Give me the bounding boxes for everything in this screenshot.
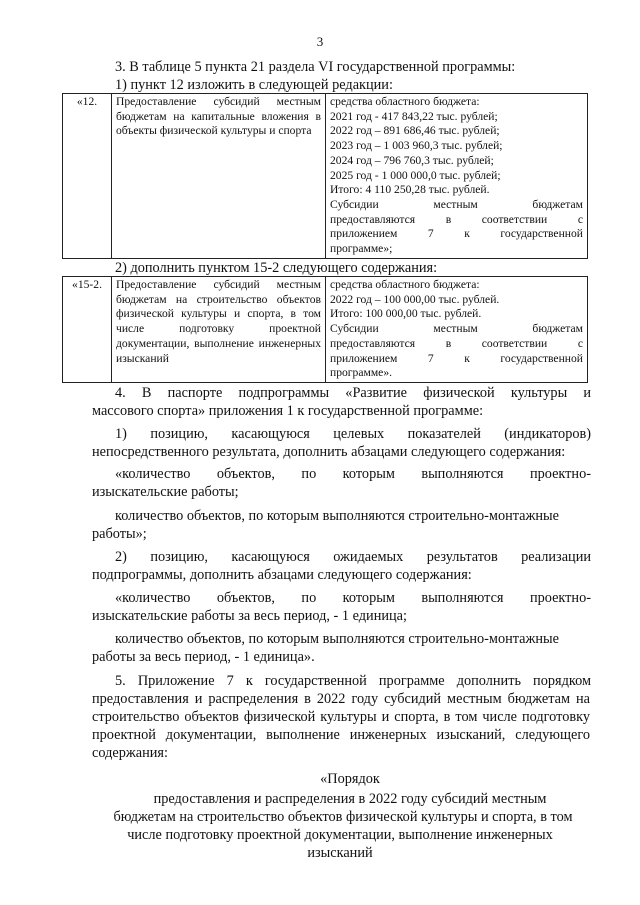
note-line: приложением 7 к государственной xyxy=(330,351,583,365)
para-4-line-1: 4. В паспорте подпрограммы «Развитие физической культуры и xyxy=(115,385,591,401)
pos-2-quote-2: количество объектов, по которым выполняются строительно-монтажные xyxy=(115,631,559,647)
pos-2-quote-1: «количество объектов, по которым выполняются проектно- xyxy=(115,590,591,606)
funding-line: 2021 год - 417 843,22 тыс. рублей; xyxy=(330,109,498,123)
para-5-line-5: содержания: xyxy=(92,745,168,761)
order-subtitle-line: числе подготовку проектной документации, выполнение инженерных xyxy=(127,827,553,843)
funding-line: 2024 год – 796 760,3 тыс. рублей; xyxy=(330,153,494,167)
order-title: «Порядок xyxy=(320,771,380,787)
table-row xyxy=(63,94,588,259)
pos-1-quote-1-end: изыскательские работы; xyxy=(92,484,239,500)
funding-line: средства областного бюджета: xyxy=(330,95,480,108)
note-line: Субсидии местным бюджетам xyxy=(330,197,583,211)
item-number: «15-2. xyxy=(63,277,112,383)
para-5-line-3: строительство объектов физической культуры и спорта, в том числе подготовку xyxy=(92,709,590,725)
table-item-12 xyxy=(62,93,588,259)
item-2-heading: 2) дополнить пунктом 15-2 следующего содержания: xyxy=(115,260,438,276)
pos-1-quote-2-end: работы»; xyxy=(92,526,147,542)
funding-line: 2022 год – 100 000,00 тыс. рублей. xyxy=(330,292,500,306)
item-funding xyxy=(326,277,588,383)
order-subtitle-line: предоставления и распределения в 2022 году субсидий местным xyxy=(153,791,547,807)
item-description: Предоставление субсидий местным бюджетам на капитальные вложения в объекты физической культуры и спорта xyxy=(112,94,326,259)
note-line: программе»; xyxy=(330,242,393,256)
note-line: приложением 7 к государственной xyxy=(330,227,583,241)
para-5-line-2: предоставления и распределения в 2022 году субсидий местным бюджетам на xyxy=(92,691,590,707)
note-line: программе». xyxy=(330,366,393,380)
pos-1-quote-2: количество объектов, по которым выполняются строительно-монтажные xyxy=(115,508,559,524)
para-5-line-4: проектной документации, выполнение инженерных изысканий, следующего xyxy=(92,727,590,743)
para-5-line-1: 5. Приложение 7 к государственной программе дополнить порядком xyxy=(115,673,591,689)
note-line: предоставляются в соответствии с xyxy=(330,212,583,226)
funding-total: Итого: 100 000,00 тыс. рублей. xyxy=(330,307,482,321)
pos-2-quote-1-end: изыскательские работы за весь период, - 1 единица; xyxy=(92,608,407,624)
table-item-15-2 xyxy=(62,276,588,383)
page-number: 3 xyxy=(316,34,324,49)
pos-2-quote-2-end: работы за весь период, - 1 единица». xyxy=(92,649,315,665)
section-3-heading: 3. В таблице 5 пункта 21 раздела VI государственной программы: xyxy=(115,59,516,75)
funding-line: 2022 год – 891 686,46 тыс. рублей; xyxy=(330,124,500,138)
funding-line: 2023 год – 1 003 960,3 тыс. рублей; xyxy=(330,139,503,153)
item-number: «12. xyxy=(63,94,112,259)
funding-total: Итого: 4 110 250,28 тыс. рублей. xyxy=(330,183,490,197)
pos-2-line-1: 2) позицию, касающуюся ожидаемых результатов реализации xyxy=(115,549,591,565)
para-4-line-2: массового спорта» приложения 1 к государственной программе: xyxy=(92,403,484,419)
item-1-heading: 1) пункт 12 изложить в следующей редакции: xyxy=(115,77,393,93)
pos-1-quote-1: «количество объектов, по которым выполняются проектно- xyxy=(115,466,591,482)
item-funding xyxy=(326,94,588,259)
order-subtitle-line: бюджетам на строительство объектов физической культуры и спорта, в том xyxy=(113,809,573,825)
pos-1-line-1: 1) позицию, касающуюся целевых показателей (индикаторов) xyxy=(115,426,591,442)
order-subtitle-line: изысканий xyxy=(307,845,373,861)
pos-1-line-2: непосредственного результата, дополнить абзацами следующего содержания: xyxy=(92,444,566,460)
funding-line: средства областного бюджета: xyxy=(330,278,480,291)
note-line: Субсидии местным бюджетам xyxy=(330,322,583,336)
table-row xyxy=(63,277,588,383)
item-description: Предоставление субсидий местным бюджетам на строительство объектов физической культуры и спорта, в том числе подготовку проектной документации, выполнение инженерных изысканий xyxy=(112,277,326,383)
pos-2-line-2: подпрограммы, дополнить абзацами следующего содержания: xyxy=(92,567,472,583)
funding-line: 2025 год - 1 000 000,0 тыс. рублей; xyxy=(330,168,501,182)
note-line: предоставляются в соответствии с xyxy=(330,336,583,350)
